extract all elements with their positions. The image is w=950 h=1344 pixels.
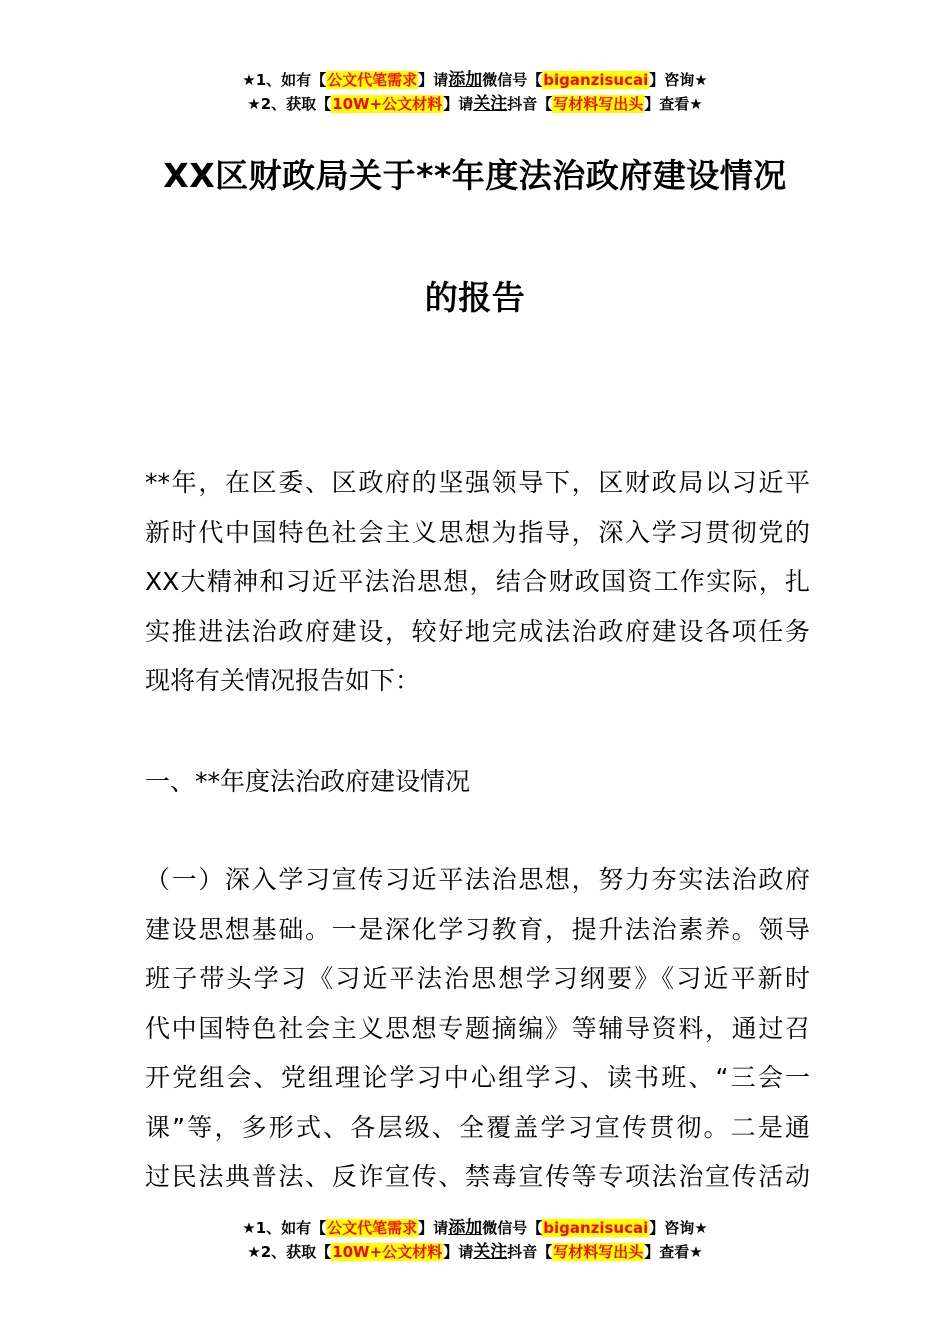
banner-highlight: 10W+公文材料 <box>332 1243 443 1261</box>
banner-text: 】请 <box>443 95 474 113</box>
banner-underlined: 添加 <box>448 70 483 90</box>
banner-highlight: 写材料写出头 <box>553 1243 644 1261</box>
paragraph-line: 班子带头学习《习近平法治思想学习纲要》《习近平新时 <box>145 964 810 993</box>
banner-underlined: 关注 <box>473 1242 508 1262</box>
banner-line-2 <box>0 1240 950 1264</box>
banner-line-1 <box>0 1216 950 1240</box>
top-banner <box>0 68 950 116</box>
banner-underlined: 添加 <box>448 1218 483 1238</box>
banner-highlight: 公文代笔需求 <box>327 71 418 89</box>
paragraph-line: 建设思想基础。一是深化学习教育，提升法治素养。领导 <box>145 914 810 944</box>
paragraph-line: XX大精神和习近平法治思想，结合财政国资工作实际，扎 <box>145 567 810 596</box>
paragraph-line: 开党组会、党组理论学习中心组学习、读书班、“三会一 <box>145 1063 810 1092</box>
banner-highlight: 写材料写出头 <box>553 95 644 113</box>
paragraph-line: 实推进法治政府建设，较好地完成法治政府建设各项任务 <box>145 616 810 646</box>
banner-text: 】请 <box>443 1243 474 1261</box>
banner-text: 微信号【 <box>482 1219 543 1237</box>
document-title-line-1: XX区财政局关于**年度法治政府建设情况 <box>163 156 787 195</box>
banner-text: 】查看★ <box>644 1243 703 1261</box>
banner-highlight: 10W+公文材料 <box>332 95 443 113</box>
banner-text: ★1、如有【 <box>242 1219 327 1237</box>
paragraph-line: 新时代中国特色社会主义思想为指导，深入学习贯彻党的 <box>145 517 810 547</box>
paragraph-line: 现将有关情况报告如下： <box>145 666 421 695</box>
section-heading <box>145 757 810 807</box>
banner-text: 】查看★ <box>644 95 703 113</box>
intro-paragraph <box>145 458 810 706</box>
banner-line-2 <box>0 92 950 116</box>
paragraph-line: **年，在区委、区政府的坚强领导下，区财政局以习近平 <box>145 468 810 497</box>
banner-text: 微信号【 <box>482 71 543 89</box>
banner-highlight: biganzisucai <box>543 1219 649 1237</box>
paragraph-line: 课”等，多形式、各层级、全覆盖学习宣传贯彻。二是通 <box>145 1112 810 1142</box>
paragraph-line: 代中国特色社会主义思想专题摘编》等辅导资料，通过召 <box>145 1013 810 1043</box>
banner-text: 抖音【 <box>507 95 553 113</box>
paragraph-line: 过民法典普法、反诈宣传、禁毒宣传等专项法治宣传活动 <box>145 1162 810 1191</box>
banner-text: ★2、获取【 <box>247 1243 332 1261</box>
section-paragraph <box>145 855 810 1202</box>
bottom-banner <box>0 1216 950 1264</box>
banner-text: 】咨询★ <box>649 1219 708 1237</box>
paragraph-line: （一）深入学习宣传习近平法治思想，努力夯实法治政府 <box>145 865 810 894</box>
banner-text: 】咨询★ <box>649 71 708 89</box>
banner-text: 】请 <box>418 1219 449 1237</box>
section-heading-text: 一、**年度法治政府建设情况 <box>145 767 471 796</box>
document-title-line-2: 的报告 <box>424 278 526 317</box>
banner-highlight: biganzisucai <box>543 71 649 89</box>
banner-text: ★1、如有【 <box>242 71 327 89</box>
banner-underlined: 关注 <box>473 94 508 114</box>
banner-highlight: 公文代笔需求 <box>327 1219 418 1237</box>
banner-line-1 <box>0 68 950 92</box>
banner-text: 抖音【 <box>507 1243 553 1261</box>
banner-text: ★2、获取【 <box>247 95 332 113</box>
banner-text: 】请 <box>418 71 449 89</box>
